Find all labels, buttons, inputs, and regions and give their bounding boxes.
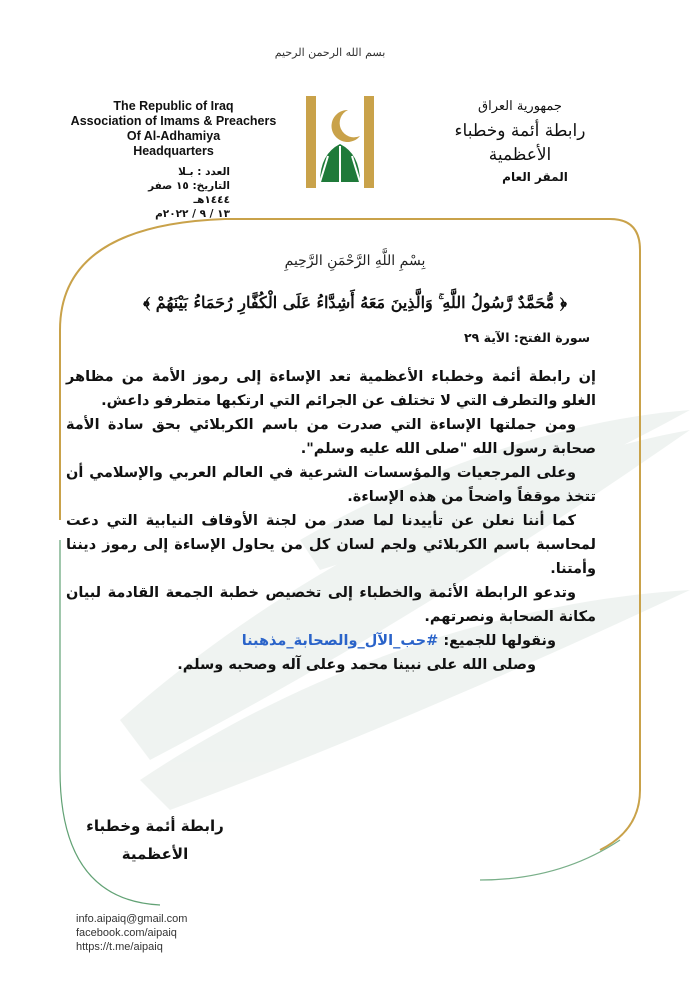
closing-line: وصلى الله على نبينا محمد وعلى آله وصحبه وسلم. [177,657,536,673]
arabic-line: رابطة أئمة وخطباء الأعظمية [454,121,586,165]
paragraph: وتدعو الرابطة الأئمة والخطباء إلى تخصيص خطبة الجمعة القادمة لبيان مكانة الصحابة ونصرتهم. [66,585,596,625]
english-line: Of Al-Adhamiya [126,129,221,143]
hashtag-line [66,629,596,653]
paragraph: إن رابطة أئمة وخطباء الأعظمية تعد الإساءة إلى رموز الأمة من مظاهر الغلو والتطرف التي لا تختلف عن الجرائم التي ارتكبها متطرفو داعش. [66,369,596,409]
signature-line: رابطة أئمة وخطباء [86,817,224,835]
hashtag-prefix: ونقولها للجميع: [443,633,556,649]
english-letterhead [66,99,281,159]
hashtag-link[interactable]: #حب_الآل_والصحابة_مذهبنا [241,633,439,649]
doc-date-gregorian: ١٣ / ٩ / ٢٠٢٢م [155,208,230,220]
english-line: Association of Imams & Preachers [70,114,277,128]
surah-reference: سورة الفتح: الآية ٢٩ [464,330,590,345]
english-line: The Republic of Iraq [113,99,234,113]
statement-body [66,365,596,677]
doc-number: العدد : بـلا [178,166,230,178]
signature-line: الأعظمية [121,845,189,863]
arabic-letterhead [425,95,615,167]
doc-date: التاريخ: ١٥ صفر ١٤٤٤هـ [148,180,230,206]
paragraph: كما أننا نعلن عن تأييدنا لما صدر من لجنة الأوقاف النيابية التي دعت لمحاسبة باسم الكربلائي ولجم لسان كل من يحاول الإساءة إلى رموز ديننا وأمتنا. [66,513,596,577]
paragraph: ومن جملتها الإساءة التي صدرت من باسم الكربلائي بحق سادة الأمة صحابة رسول الله "صلى الله عليه وسلم". [66,417,596,457]
association-logo [298,92,382,192]
header-basmala: بسم الله الرحمن الرحيم [274,46,386,59]
facebook-link[interactable]: facebook.com/aipaiq [76,927,177,939]
email-link[interactable]: info.aipaiq@gmail.com [76,913,188,925]
green-frame-line-right [480,840,620,880]
telegram-link[interactable]: https://t.me/aipaiq [76,941,163,953]
paragraph: وعلى المرجعيات والمؤسسات الشرعية في العالم العربي والإسلامي أن تتخذ موقفاً واضحاً من هذه الإساءة. [66,465,596,505]
arabic-line: جمهورية العراق [478,99,562,114]
contact-footer [76,912,276,954]
document-meta [110,165,230,221]
body-basmala: بِسْمِ اللَّهِ الرَّحْمَنِ الرَّحِيمِ [284,253,426,269]
quran-verse: ﴿ مُّحَمَّدٌ رَّسُولُ اللَّهِ ۚ وَالَّذِينَ مَعَهُ أَشِدَّاءُ عَلَى الْكُفَّارِ رُحَمَاءُ بَيْنَهُمْ ﴾ [143,293,567,312]
english-line: Headquarters [133,144,214,158]
signature-block [85,812,225,868]
arabic-headquarters: المقر العام [502,170,568,184]
